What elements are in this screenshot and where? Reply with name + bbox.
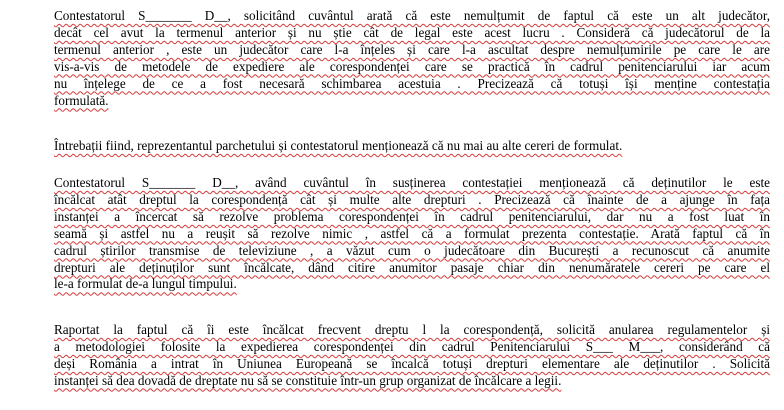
paragraph-2 [54,138,770,155]
text-line: vis-a-vis de metodele de expediere ale corespondenței care se practică în cadrul penitenciarului iar acum [54,58,770,74]
text-line: le-a formulat de-a lungul timpului. [54,276,237,292]
text-line: Contestatorul S_______ D__, având cuvântul în susținerea contestației menționează că deținutilor le este [54,175,770,190]
text-line: formulată. [54,92,109,108]
text-line: nu înțelege de ce a fost necesară schimbarea acestuia . Precizează că totuși își menține contestația [54,75,770,91]
text-line: cadrul știrilor transmise de televiziune , a văzut cum o judecătoare din București a recunoscut că anumite [54,242,770,258]
text-line: deși România a intrat în Uniunea Europeană se încalcă totuși drepturi elementare ale deținutilor . Solicită [54,355,770,371]
text-line: instanței să dea dovadă de dreptate nu să se constituie într-un grup organizat de încălcare a legii. [54,372,562,388]
text-line: Raportat la faptul că îi este încălcat frecvent dreptu l la corespondență, solicită anularea regulamentelor și [54,322,770,337]
text-line: Contestatorul S_______ D__, solicitând cuvântul arată că este nemulțumit de faptul că este un alt judecător, [54,8,770,23]
text-line: instanței a încercat să rezolve problema corespondenței în cadrul penitenciarului, dar nu a fost luat în [54,208,770,224]
text-line: drepturi ale deținuților sunt încălcate, dând citire anumitor pasaje chiar din nenumăratele cereri pe care el [54,259,770,275]
text-line: decât cel avut la termenul anterior și nu știe cât de legal este acest lucru . Consideră că judecătorul de la [54,24,770,40]
paragraph-1 [54,8,770,109]
paragraph-4 [54,322,770,390]
text-line: încălcat atât dreptul la corespondență cât și multe alte drepturi . Precizează că înainte de a ajunge în fața [54,191,770,207]
text-line: termenul anterior , este un judecător care l-a înțeles și care l-a ascultat despre nemulțumirile pe care le are [54,41,770,57]
text-line: Întrebații fiind, reprezentantul parchetului și contestatorul menționează că nu mai au alte cereri de formulat. [54,138,623,153]
text-line: seamă și astfel nu a reușit să rezolve nimic , astfel că a formulat prezenta contestație. Arată faptul că în [54,225,770,241]
text-line: a metodologiei folosite la expedierea corespondenței din cadrul Penitenciarului S___ M___, considerând că [54,338,770,354]
paragraph-3 [54,175,770,293]
